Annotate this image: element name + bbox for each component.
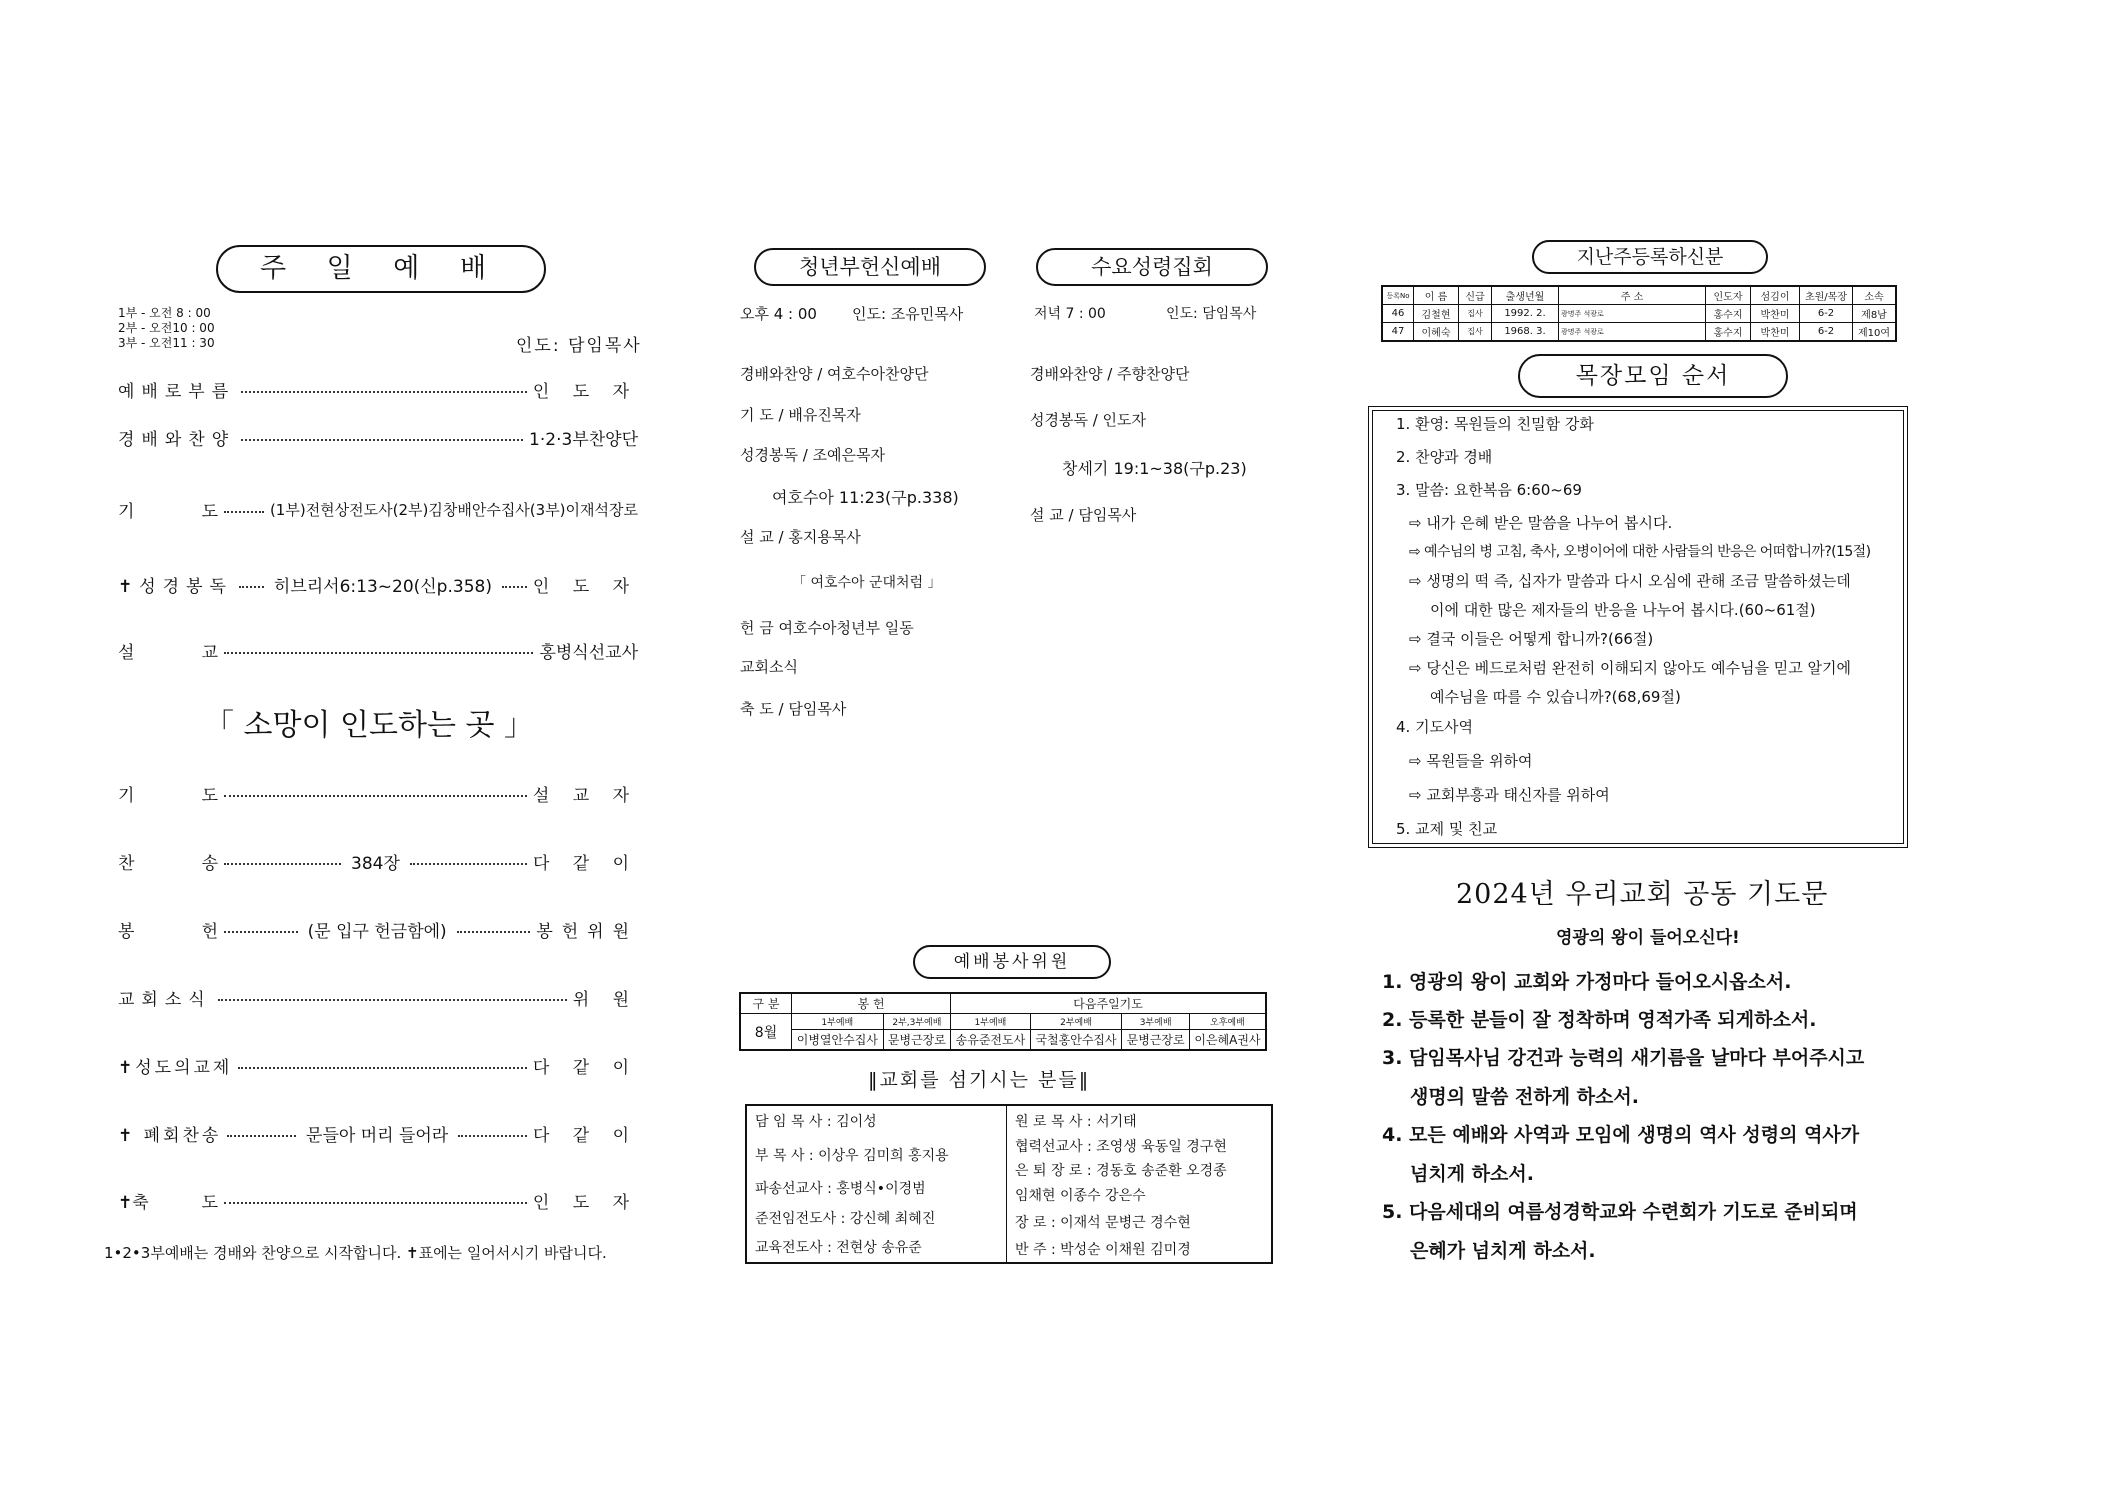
prayer-line: 넘치게 하소서.	[1410, 1163, 1534, 1185]
table-header: 섬김이	[1751, 286, 1800, 305]
youth-line: 교회소식	[740, 658, 798, 676]
mokjang-line: ⇨ 결국 이들은 어떻게 합니까?(66절)	[1409, 630, 1654, 648]
table-header: 등록No	[1382, 286, 1414, 305]
mokjang-line: ⇨ 목원들을 위하여	[1409, 752, 1533, 770]
mokjang-line: 이에 대한 많은 제자들의 반응을 나누어 봅시다.(60~61절)	[1430, 601, 1816, 619]
staff-line: 원 로 목 사 : 서기태	[1015, 1114, 1137, 1130]
order-label: 경배와찬양	[118, 430, 236, 450]
mokjang-line: 1. 환영: 목원들의 친밀함 강화	[1396, 415, 1594, 433]
order-mid: (문 입구 헌금함에)	[307, 922, 447, 942]
table-cell: 박찬미	[1751, 305, 1800, 323]
order-label: 기 도	[118, 502, 218, 522]
youth-leader: 인도: 조유민목사	[852, 305, 964, 323]
wednesday-leader: 인도: 담임목사	[1166, 306, 1257, 322]
table-cell: 46	[1382, 305, 1414, 323]
mokjang-line: ⇨ 교회부흥과 태신자를 위하여	[1409, 786, 1610, 804]
mokjang-line: ⇨ 생명의 떡 즉, 십자가 말씀과 다시 오심에 관해 조금 말씀하셨는데	[1409, 572, 1851, 590]
mokjang-line: 5. 교제 및 친교	[1396, 820, 1498, 838]
youth-scripture: 여호수아 11:23(구p.338)	[772, 488, 959, 507]
youth-title: 청년부헌신예배	[754, 248, 986, 286]
table-cell: 1968. 3.	[1492, 323, 1559, 342]
wednesday-line: 경배와찬양 / 주향찬양단	[1030, 365, 1190, 383]
order-row	[118, 849, 638, 874]
youth-line: 경배와찬양 / 여호수아찬양단	[740, 365, 929, 383]
table-header: 봉 헌	[792, 993, 951, 1014]
staff-line: 은 퇴 장 로 : 경동호 송준환 오경종	[1015, 1163, 1227, 1179]
wednesday-line: 성경봉독 / 인도자	[1030, 411, 1147, 429]
table-cell: 광명주 석광로	[1559, 323, 1706, 342]
youth-line: 성경봉독 / 조예은목자	[740, 446, 886, 464]
order-right: 인 도 자	[532, 382, 638, 402]
order-row	[118, 425, 638, 450]
table-row	[740, 1014, 1266, 1030]
table-cell: 국철홍안수집사	[1030, 1030, 1122, 1051]
table-subheader: 1부예배	[951, 1014, 1031, 1030]
table-row	[740, 993, 1266, 1014]
order-row	[118, 497, 638, 522]
order-row	[118, 985, 638, 1010]
order-label: ✝축 도	[118, 1193, 218, 1213]
prayer-line: 3. 담임목사님 강건과 능력의 새기름을 날마다 부어주시고	[1382, 1047, 1865, 1069]
registrants-table	[1381, 285, 1897, 342]
order-right: 다 같 이	[532, 1126, 639, 1146]
sunday-note: 1•2•3부예배는 경배와 찬양으로 시작합니다. ✝표에는 일어서시기 바랍니다.	[104, 1244, 607, 1262]
table-cell: 홍수지	[1706, 323, 1751, 342]
staff-line: 준전임전도사 : 강신혜 최혜진	[755, 1211, 936, 1227]
order-right: 봉헌위원	[536, 922, 639, 942]
table-cell: 6-2	[1800, 323, 1853, 342]
table-header: 주 소	[1559, 286, 1706, 305]
staff-title: ‖교회를 섬기시는 분들‖	[868, 1069, 1091, 1091]
order-right: 인 도 자	[532, 1193, 638, 1213]
table-subheader: 1부예배	[792, 1014, 884, 1030]
table-cell: 집사	[1459, 323, 1492, 342]
order-row	[118, 781, 638, 806]
mokjang-line: 예수님을 따를 수 있습니까?(68,69절)	[1430, 688, 1681, 706]
table-header: 출생년월	[1492, 286, 1559, 305]
mokjang-line: 4. 기도사역	[1396, 718, 1474, 736]
staff-line: 협력선교사 : 조영생 육동일 경구현	[1015, 1139, 1227, 1155]
order-row	[118, 1053, 638, 1078]
table-row	[1382, 286, 1896, 305]
order-right: 인 도 자	[532, 577, 638, 597]
table-header: 인도자	[1706, 286, 1751, 305]
table-row	[740, 1030, 1266, 1051]
order-mid: 히브리서6:13~20(신p.358)	[273, 577, 492, 597]
table-cell: 김철현	[1414, 305, 1459, 323]
sunday-leader: 인도: 담임목사	[516, 336, 642, 356]
table-header: 이 름	[1414, 286, 1459, 305]
order-label: ✝ 폐회찬송	[118, 1126, 222, 1146]
table-cell: 이혜숙	[1414, 323, 1459, 342]
order-row	[118, 377, 638, 402]
order-right: 설 교 자	[532, 786, 638, 806]
service-table	[739, 992, 1267, 1051]
registrants-title: 지난주등록하신분	[1532, 240, 1768, 274]
table-cell: 박찬미	[1751, 323, 1800, 342]
table-cell: 집사	[1459, 305, 1492, 323]
order-right: (1부)전현상전도사(2부)김창배안수집사(3부)이재석장로	[269, 501, 638, 519]
order-right: 다 같 이	[532, 1058, 638, 1078]
mokjang-line: 3. 말씀: 요한복음 6:60~69	[1396, 481, 1582, 499]
order-label: ✝성경봉독	[118, 577, 233, 597]
staff-line: 장 로 : 이재석 문병근 경수현	[1015, 1215, 1191, 1231]
wednesday-title: 수요성령집회	[1036, 248, 1268, 286]
table-row	[1382, 305, 1896, 323]
mokjang-line: ⇨ 예수님의 병 고침, 축사, 오병이어에 대한 사람들의 반응은 어떠합니까?(15절)	[1409, 544, 1871, 560]
order-label: ✝성도의교제	[118, 1058, 233, 1078]
order-right: 다 같 이	[532, 854, 639, 874]
table-header: 다음주일기도	[951, 993, 1266, 1014]
mokjang-title: 목장모임 순서	[1518, 354, 1788, 398]
order-row	[118, 1121, 638, 1146]
wednesday-scripture: 창세기 19:1~38(구p.23)	[1062, 459, 1247, 478]
service-time-2: 2부 - 오전10 : 00	[118, 321, 215, 335]
youth-line: 헌 금 여호수아청년부 일동	[740, 619, 914, 637]
order-right: 1·2·3부찬양단	[529, 430, 638, 450]
order-label: 찬 송	[118, 854, 218, 874]
order-mid: 문들아 머리 들어라	[306, 1126, 449, 1146]
order-row	[118, 917, 638, 942]
table-header: 구 분	[740, 993, 792, 1014]
table-row	[1382, 323, 1896, 342]
order-label: 교회소식	[118, 990, 212, 1010]
service-month: 8월	[740, 1014, 792, 1051]
table-cell: 문병근장로	[883, 1030, 951, 1051]
order-mid: 384장	[351, 854, 400, 874]
service-times	[118, 306, 215, 351]
staff-line: 임채현 이종수 강은수	[1015, 1188, 1146, 1204]
prayer-line: 1. 영광의 왕이 교회와 가정마다 들어오시옵소서.	[1382, 971, 1792, 993]
staff-line: 담 임 목 사 : 김이성	[755, 1114, 877, 1130]
table-cell: 송유준전도사	[951, 1030, 1031, 1051]
order-right: 홍병식선교사	[539, 643, 638, 663]
prayer-line: 은혜가 넘치게 하소서.	[1410, 1240, 1596, 1262]
prayer-subtitle: 영광의 왕이 들어오신다!	[1556, 928, 1740, 948]
service-time-1: 1부 - 오전 8 : 00	[118, 306, 211, 320]
table-subheader: 2부예배	[1030, 1014, 1122, 1030]
table-header: 초원/목장	[1800, 286, 1853, 305]
staff-line: 반 주 : 박성순 이채원 김미경	[1015, 1242, 1191, 1258]
prayer-line: 4. 모든 예배와 사역과 모임에 생명의 역사 성령의 역사가	[1382, 1124, 1860, 1146]
table-header: 소속	[1853, 286, 1897, 305]
table-cell: 47	[1382, 323, 1414, 342]
prayer-line: 생명의 말씀 전하게 하소서.	[1410, 1086, 1639, 1108]
youth-sermon-title: 「 여호수아 군대처럼 」	[792, 575, 942, 591]
order-label: 설 교	[118, 643, 218, 663]
table-subheader: 3부예배	[1122, 1014, 1190, 1030]
order-label: 기 도	[118, 786, 218, 806]
sermon-title: 「 소망이 인도하는 곳 」	[204, 708, 534, 743]
youth-line: 기 도 / 배유진목자	[740, 406, 861, 424]
mokjang-line: ⇨ 당신은 베드로처럼 완전히 이해되지 않아도 예수님을 믿고 알기에	[1409, 659, 1851, 677]
wednesday-line: 설 교 / 담임목사	[1030, 506, 1137, 524]
staff-line: 파송선교사 : 홍병식•이경범	[755, 1181, 926, 1197]
youth-line: 축 도 / 담임목사	[740, 700, 847, 718]
prayer-title: 2024년 우리교회 공동 기도문	[1456, 879, 1829, 910]
staff-line: 교육전도사 : 전현상 송유준	[755, 1240, 922, 1256]
mokjang-line: 2. 찬양과 경배	[1396, 448, 1493, 466]
table-cell: 6-2	[1800, 305, 1853, 323]
prayer-line: 2. 등록한 분들이 잘 정착하며 영적가족 되게하소서.	[1382, 1009, 1817, 1031]
service-title: 예배봉사위원	[913, 945, 1111, 979]
table-cell: 제8남	[1853, 305, 1897, 323]
table-cell: 문병근장로	[1122, 1030, 1190, 1051]
mokjang-box	[1372, 410, 1904, 844]
wednesday-time: 저녁 7 : 00	[1034, 306, 1106, 322]
table-subheader: 오후예배	[1189, 1014, 1266, 1030]
table-cell: 제10여	[1853, 323, 1897, 342]
table-cell: 1992. 2.	[1492, 305, 1559, 323]
staff-line: 부 목 사 : 이상우 김미희 홍지용	[755, 1148, 949, 1164]
table-cell: 광명주 석광로	[1559, 305, 1706, 323]
order-label: 봉 헌	[118, 922, 218, 942]
youth-time: 오후 4 : 00	[740, 305, 817, 323]
prayer-line: 5. 다음세대의 여름성경학교와 수련회가 기도로 준비되며	[1382, 1201, 1858, 1223]
order-row	[118, 1188, 638, 1213]
table-cell: 홍수지	[1706, 305, 1751, 323]
mokjang-line: ⇨ 내가 은혜 받은 말씀을 나누어 봅시다.	[1409, 514, 1673, 532]
youth-line: 설 교 / 홍지용목사	[740, 528, 861, 546]
order-right: 위 원	[572, 990, 638, 1010]
table-cell: 이은혜A권사	[1189, 1030, 1266, 1051]
order-row	[118, 572, 638, 597]
sunday-title: 주 일 예 배	[216, 245, 546, 293]
service-time-3: 3부 - 오전11 : 30	[118, 336, 215, 350]
order-label: 예배로부름	[118, 382, 236, 402]
table-cell: 이병열안수집사	[792, 1030, 884, 1051]
table-subheader: 2부,3부예배	[883, 1014, 951, 1030]
table-header: 신급	[1459, 286, 1492, 305]
order-row	[118, 638, 638, 663]
